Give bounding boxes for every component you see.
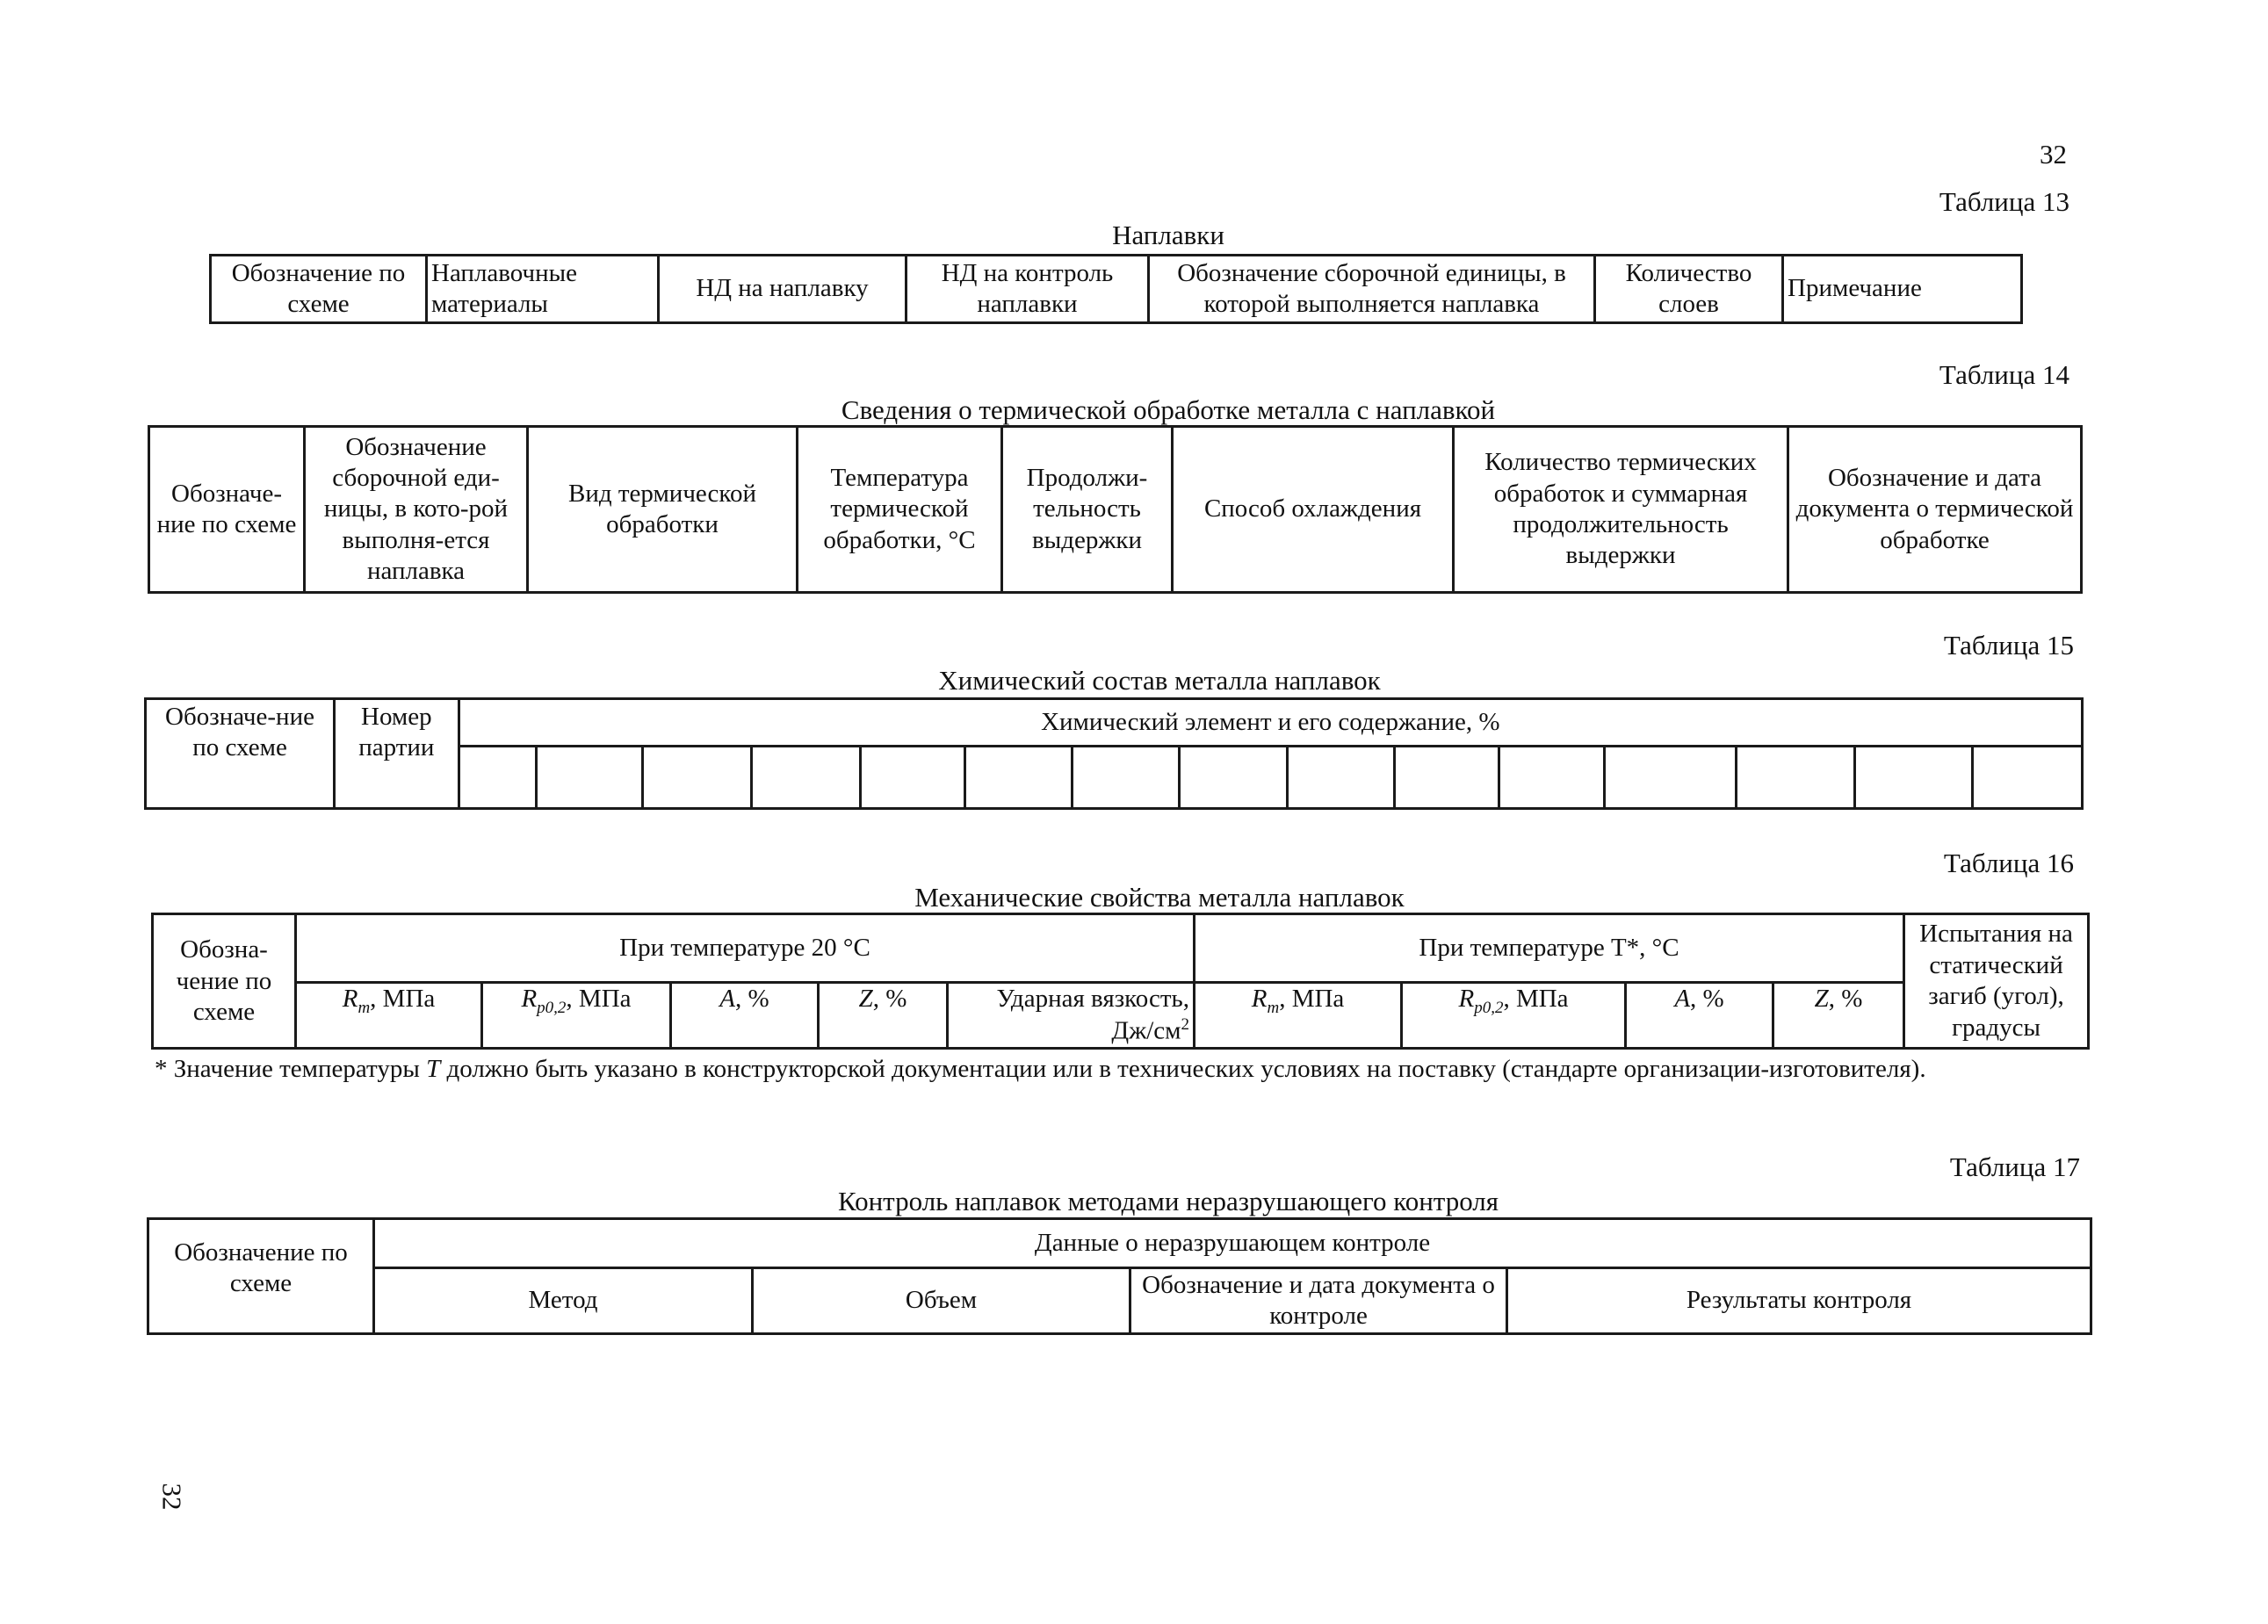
t16-header-a-20: A, % bbox=[671, 983, 819, 1049]
t15-element-cell bbox=[752, 747, 861, 809]
t15-element-cell bbox=[643, 747, 752, 809]
t15-element-cell bbox=[860, 747, 965, 809]
t15-element-cell bbox=[1854, 747, 1972, 809]
t17-header-designation: Обозначение по схеме bbox=[148, 1219, 374, 1334]
t15-header-chemical-elements: Химический элемент и его содержание, % bbox=[459, 699, 2082, 747]
t15-element-cell bbox=[1395, 747, 1499, 809]
t16-header-rm-20: $R_m$, МПа bbox=[296, 983, 482, 1049]
page-number: 32 bbox=[2040, 139, 2067, 170]
t15-header-batch: Номер партии bbox=[335, 699, 459, 809]
t16-header-z-20: Z, % bbox=[819, 983, 948, 1049]
t16-header-bend-test: Испытания на статический загиб (угол), градусы bbox=[1904, 914, 2089, 1049]
table-17 bbox=[147, 1217, 2092, 1335]
t13-header-nd-control: НД на контроль наплавки bbox=[906, 256, 1149, 323]
t14-header-cooling-method: Способ охлаждения bbox=[1173, 427, 1454, 593]
table-16 bbox=[151, 913, 2090, 1050]
t17-header-results: Результаты контроля bbox=[1507, 1268, 2091, 1334]
t17-header-ndt-data: Данные о неразрушающем контроле bbox=[374, 1219, 2091, 1268]
t15-element-cell bbox=[536, 747, 643, 809]
t17-header-volume: Объем bbox=[753, 1268, 1130, 1334]
side-page-number: 32 bbox=[156, 1483, 188, 1511]
t14-header-assembly-unit: Обозначение сборочной еди-ницы, в кото-рой выполня-ется наплавка bbox=[305, 427, 528, 593]
table-17-title: Контроль наплавок методами неразрушающего контроля bbox=[837, 1186, 1499, 1216]
table-15-caption: Таблица 15 bbox=[1943, 630, 2074, 660]
t15-element-cell bbox=[1499, 747, 1605, 809]
t16-header-a-t: A, % bbox=[1626, 983, 1773, 1049]
t15-element-cell bbox=[1737, 747, 1854, 809]
t15-header-designation: Обозначе-ние по схеме bbox=[146, 699, 335, 809]
t16-header-temp-20: При температуре 20 °С bbox=[296, 914, 1195, 983]
table-13-caption: Таблица 13 bbox=[1939, 186, 2069, 217]
t13-header-nd-surfacing: НД на наплавку bbox=[659, 256, 906, 323]
t14-header-designation: Обозначе-ние по схеме bbox=[149, 427, 305, 593]
t17-header-document: Обозначение и дата документа о контроле bbox=[1130, 1268, 1507, 1334]
table-15 bbox=[144, 697, 2084, 810]
t15-element-cell bbox=[1972, 747, 2082, 809]
t16-header-impact-20: Ударная вязкость, $Дж/см^2$ bbox=[948, 983, 1195, 1049]
t14-header-hold-duration: Продолжи-тельность выдержки bbox=[1002, 427, 1173, 593]
table-14-caption: Таблица 14 bbox=[1939, 359, 2069, 390]
t14-header-document: Обозначение и дата документа о термической обработке bbox=[1788, 427, 2082, 593]
t13-header-materials: Наплавочные материалы bbox=[427, 256, 659, 323]
t14-header-treatment-count: Количество термических обработок и суммарная продолжительность выдержки bbox=[1454, 427, 1788, 593]
table-16-caption: Таблица 16 bbox=[1943, 848, 2074, 878]
t14-header-treatment-type: Вид термической обработки bbox=[528, 427, 798, 593]
t17-header-method: Метод bbox=[374, 1268, 753, 1334]
t15-element-cell bbox=[1073, 747, 1180, 809]
t16-header-temp-t: При температуре Т*, °С bbox=[1195, 914, 1904, 983]
t16-header-rp-20: $R_{p0,2}$, МПа bbox=[482, 983, 671, 1049]
t15-element-cell bbox=[459, 747, 536, 809]
table-14 bbox=[148, 425, 2083, 594]
table-13 bbox=[209, 254, 2023, 324]
table-14-title: Сведения о термической обработке металла с наплавкой bbox=[841, 394, 1496, 425]
table-16-footnote: * Значение температуры T должно быть указано в конструкторской документации или в технических условиях на поставку (стандарте организации-изготовителя). bbox=[155, 1055, 1926, 1083]
table-16-title: Механические свойства металла наплавок bbox=[914, 882, 1405, 913]
t16-header-rp-t: $R_{p0,2}$, МПа bbox=[1402, 983, 1626, 1049]
table-17-caption: Таблица 17 bbox=[1949, 1151, 2080, 1182]
t16-header-z-t: Z, % bbox=[1773, 983, 1904, 1049]
table-13-title: Наплавки bbox=[1112, 220, 1224, 250]
t13-header-designation: Обозначение по схеме bbox=[211, 256, 427, 323]
t15-element-cell bbox=[1179, 747, 1287, 809]
t13-header-layers: Количество слоев bbox=[1595, 256, 1783, 323]
t15-element-cell bbox=[1287, 747, 1395, 809]
t16-header-designation: Обозна-чение по схеме bbox=[153, 914, 296, 1049]
t14-header-temperature: Температура термической обработки, °С bbox=[798, 427, 1002, 593]
t13-header-note: Примечание bbox=[1783, 256, 2022, 323]
table-15-title: Химический состав металла наплавок bbox=[938, 665, 1381, 696]
t15-element-cell bbox=[1605, 747, 1737, 809]
t13-header-assembly-unit: Обозначение сборочной единицы, в которой выполняется наплавка bbox=[1149, 256, 1595, 323]
t16-header-rm-t: $R_m$, МПа bbox=[1195, 983, 1402, 1049]
t15-element-cell bbox=[965, 747, 1073, 809]
